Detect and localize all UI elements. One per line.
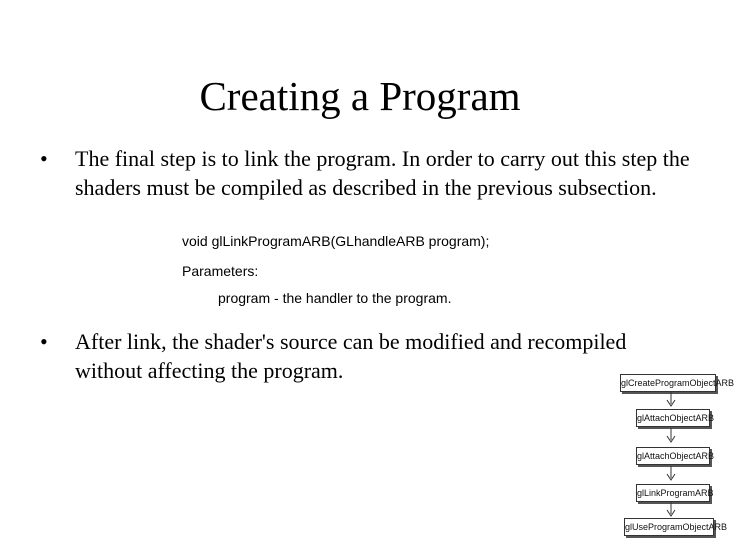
parameter-description: program - the handler to the program.	[218, 290, 452, 306]
bullet-marker: •	[40, 329, 48, 354]
bullet-item	[40, 144, 690, 202]
pipeline-flow-diagram	[618, 372, 734, 536]
flow-step-use-program: glUseProgramObjectARB	[624, 518, 714, 536]
bullet-item	[40, 327, 690, 385]
slide-title: Creating a Program	[199, 73, 521, 119]
down-arrow-icon	[666, 392, 676, 408]
bullet-marker: •	[40, 146, 48, 171]
function-signature: void glLinkProgramARB(GLhandleARB program);	[182, 233, 490, 249]
bullet-text: The final step is to link the program. In order to carry out this step the shaders must be compiled as described in the previous subsection.	[75, 146, 690, 200]
parameters-label: Parameters:	[182, 263, 259, 279]
flow-step-link-program: glLinkProgramARB	[636, 484, 710, 502]
down-arrow-icon	[666, 466, 676, 482]
flow-step-attach-object: glAttachObjectARB	[636, 447, 710, 465]
down-arrow-icon	[666, 502, 676, 518]
bullet-text: After link, the shader's source can be modified and recompiled without affecting the program.	[75, 329, 627, 383]
flow-step-attach-object: glAttachObjectARB	[636, 409, 710, 427]
flow-step-create-program: glCreateProgramObjectARB	[620, 374, 716, 392]
down-arrow-icon	[666, 428, 676, 444]
